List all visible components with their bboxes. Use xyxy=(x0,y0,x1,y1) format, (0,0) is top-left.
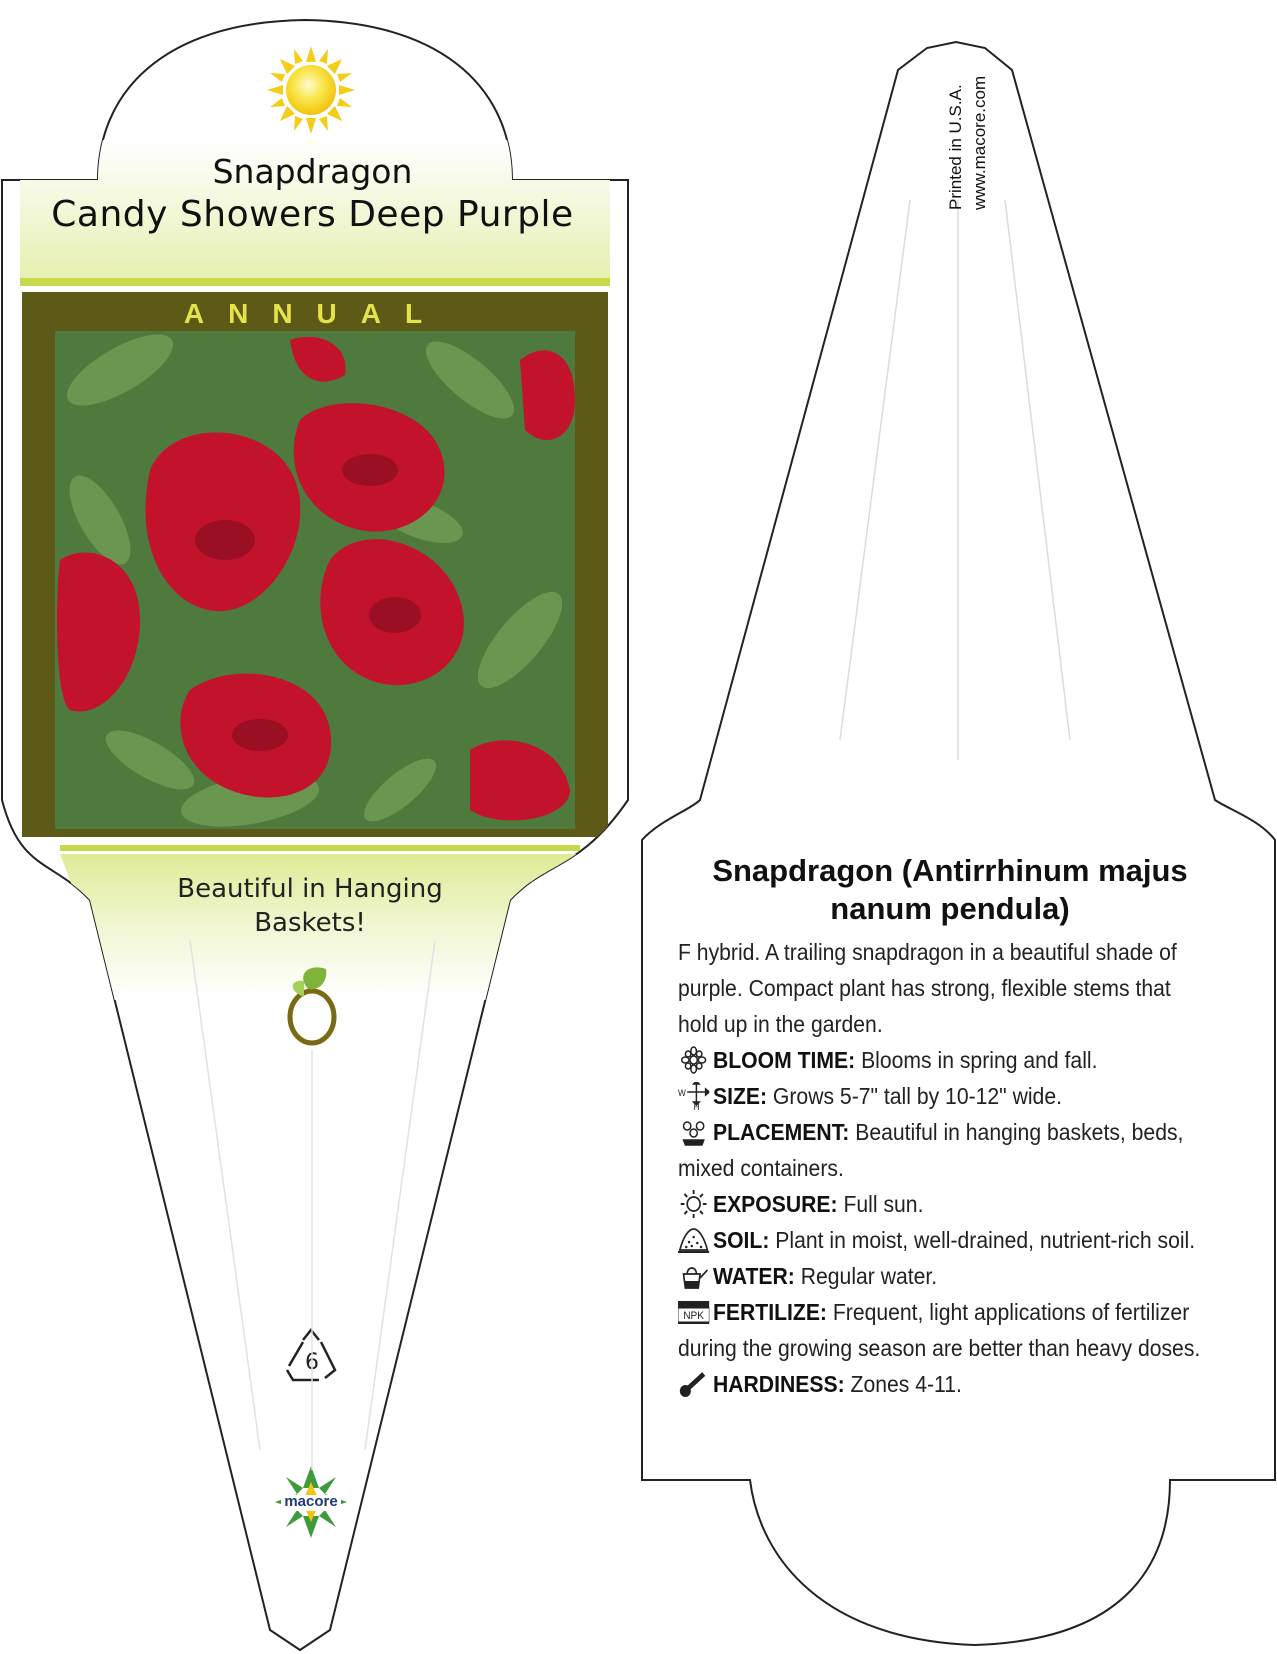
placement-row xyxy=(678,1114,1212,1186)
size-text: Grows 5-7" tall by 10-12" wide. xyxy=(772,1083,1062,1109)
size-label: SIZE: xyxy=(712,1083,768,1109)
fertilize-label: FERTILIZE: xyxy=(712,1299,827,1325)
soil-pile-icon xyxy=(678,1226,709,1254)
description: F hybrid. A trailing snapdragon in a beautiful shade of purple. Compact plant has strong, flexible stems that hold up in the garden. xyxy=(678,939,1177,1037)
website: www.macore.com xyxy=(970,75,989,210)
water-row xyxy=(678,1258,1212,1294)
placement-flowers-icon xyxy=(678,1118,709,1146)
back-tag xyxy=(640,0,1277,1654)
exposure-row xyxy=(678,1186,1212,1222)
thermometer-icon xyxy=(678,1370,709,1398)
npk-fertilizer-icon xyxy=(678,1298,709,1326)
placement-text: Beautiful in hanging baskets, beds, mixed containers. xyxy=(678,1119,1184,1181)
category-label: ANNUAL xyxy=(183,298,447,329)
back-title: Snapdragon (Antirrhinum majus nanum pendula) xyxy=(712,853,1188,926)
size-w-letter: W xyxy=(678,1087,686,1099)
tagline: Beautiful in Hanging Baskets! xyxy=(177,874,443,938)
brand-name: macore xyxy=(284,1493,338,1510)
bloom-time-row xyxy=(678,1042,1212,1078)
sun-outline-icon xyxy=(678,1190,709,1218)
printed-in-usa: Printed in U.S.A. xyxy=(946,84,965,210)
bloom-time-text: Blooms in spring and fall. xyxy=(861,1047,1098,1073)
placement-label: PLACEMENT: xyxy=(712,1119,850,1145)
fertilize-text: Frequent, light applications of fertilizer during the growing season are better than heavy doses. xyxy=(678,1299,1201,1361)
bloom-flower-icon xyxy=(678,1046,709,1074)
hardiness-label: HARDINESS: xyxy=(712,1371,845,1397)
hardiness-text: Zones 4-11. xyxy=(850,1371,962,1397)
soil-text: Plant in moist, well-drained, nutrient-rich soil. xyxy=(775,1227,1196,1253)
exposure-text: Full sun. xyxy=(843,1191,924,1217)
size-row xyxy=(678,1078,1212,1114)
water-text: Regular water. xyxy=(800,1263,938,1289)
common-name: Snapdragon xyxy=(212,152,413,191)
hardiness-row xyxy=(678,1366,1212,1402)
fertilize-row xyxy=(678,1294,1212,1366)
exposure-label: EXPOSURE: xyxy=(712,1191,838,1217)
water-label: WATER: xyxy=(712,1263,795,1289)
soil-label: SOIL: xyxy=(712,1227,770,1253)
soil-row xyxy=(678,1222,1212,1258)
size-h-letter: H xyxy=(693,1101,700,1110)
back-body xyxy=(678,934,1212,1402)
variety-name: Candy Showers Deep Purple xyxy=(51,194,574,235)
npk-text: NPK xyxy=(683,1309,705,1323)
bloom-time-label: BLOOM TIME: xyxy=(712,1047,856,1073)
recycle-number: 6 xyxy=(305,1350,319,1375)
watering-can-icon xyxy=(678,1262,709,1290)
size-arrows-icon xyxy=(678,1082,709,1110)
